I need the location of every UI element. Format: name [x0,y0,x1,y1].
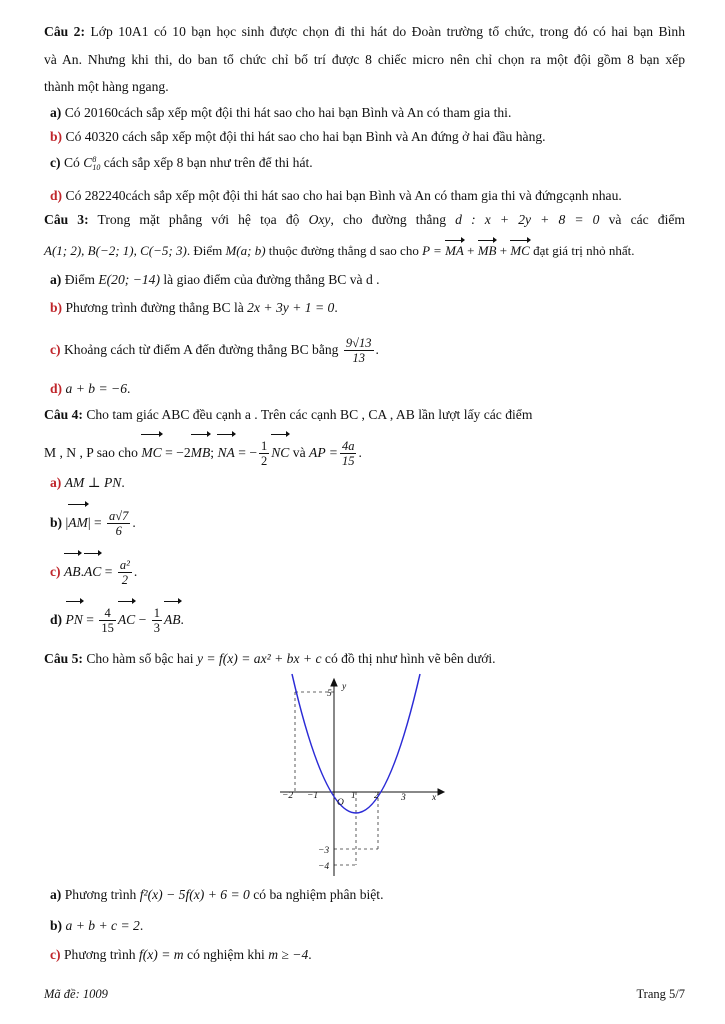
tick-x-neg2: −2 [282,791,294,801]
q4-frac-ap: $\frac{4a}{15}$ [341,439,355,469]
vec-mc: MC [141,436,161,470]
q3-c-label: c) [50,342,61,357]
q4-option-b: b) |AM| = $\frac{a√7}{6}$ . [50,506,685,540]
q3-points: A(1; 2), B(−2; 1), C(−5; 3) [44,243,187,258]
q3-text-a: Trong mặt phẳng với hệ tọa độ [97,212,300,227]
q3-d-label: d) [50,381,63,396]
q3-text-b: , cho đường thẳng [330,212,447,227]
q2-b-label: b) [50,129,63,144]
q4-a-label: a) [50,475,62,490]
q4-a-math: AM ⊥ PN [64,475,122,490]
q2-text-1: Lớp 10A1 có 10 bạn học sinh được chọn đi thi hát do Đoàn trường tổ chức, trong đó có hai bạn Bình [90,24,685,39]
q2-text-2: và An. Nhưng khi thi, do ban tổ chức chỉ bố trí được 8 chiếc micro nên chỉ chọn ra một đội gồm 8 bạn xếp [44,52,685,67]
q5-b-label: b) [50,918,63,933]
q5-option-c: c) Phương trình f(x) = m có nghiệm khi m ≥ −4. [50,947,312,962]
q2-d-text: Có 282240cách sắp xếp một đội thi hát sao cho hai bạn Bình và An có tham gia thi và đứngcạnh nhau. [65,188,622,203]
q2-option-d [50,187,685,205]
q5-c-cond: m ≥ −4 [268,947,309,962]
q4-frac-half: $\frac{1}{2}$ [260,439,268,469]
q2-line-2 [44,51,685,69]
q4-b-fraction: $\frac{a√7}{6}$ [109,509,129,539]
q2-b-text: Có 40320 cách sắp xếp một đội thi hát sao cho hai bạn Bình và An đứng ở hai đầu hàng. [65,129,546,144]
q3-text-d: . Điểm [186,243,223,258]
q3-text-e: thuộc đường thẳng d sao cho [268,243,419,258]
q2-a-text: Có 20160cách sắp xếp một đội thi hát sao cho hai bạn Bình và An có tham gia thi. [64,105,512,120]
tick-x-neg1: −1 [307,791,319,801]
q4-option-a: a) AM ⊥ PN. [50,475,125,490]
q3-option-d: d) a + b = −6. [50,381,131,396]
q3-option-c: c) Khoảng cách từ điểm A đến đường thẳng BC bằng $\frac{9√13}{13}$ . [50,336,379,366]
q3-option-b: b) Phương trình đường thẳng BC là 2x + 3y + 1 = 0. [50,300,338,315]
q4-line-1 [44,406,685,424]
vec-nc: NC [271,436,289,470]
q4-option-c: c) AB.AC = $\frac{\text{a²}}{2}$ . [50,555,685,589]
q3-option-a [50,271,685,289]
x-axis-label: x [432,793,437,803]
q3-c-fraction: $\frac{9√13}{13}$ [345,336,372,366]
q3-a-math: E(20; −14) [98,272,160,287]
vec-mb: MB [477,243,497,258]
q5-a-text: có ba nghiệm phân biệt. [253,887,384,902]
q3-a-pre: Điểm [64,272,95,287]
q4-b-label: b) [50,515,63,530]
q5-a-math: f²(x) − 5f(x) + 6 = 0 [139,887,250,902]
q3-line-2: A(1; 2), B(−2; 1), C(−5; 3). Điểm M(a; b) thuộc đường thẳng d sao cho P = MA + MB + MC đạt giá trị nhỏ nhất. [44,243,635,258]
q2-c-text: cách sắp xếp 8 bạn như trên để thi hát. [103,155,313,170]
q3-b-label: b) [50,300,63,315]
page-number: Trang 5/7 [636,987,685,1001]
q3-a-text: là giao điểm của đường thẳng BC và d . [163,272,380,287]
q4-text-2: M , N , P sao cho [44,445,138,460]
vec-mb: MB [191,436,211,470]
q3-c-pre: Khoảng cách từ điểm A đến đường thẳng BC bằng [63,342,339,357]
q2-c-pre: Có [63,155,80,170]
q3-text-f: đạt giá trị nhỏ nhất. [533,243,635,258]
vec-pn: PN [66,603,83,637]
vec-ab: AB [164,603,181,637]
y-axis-label: y [342,682,347,692]
q5-option-a [50,886,685,904]
q2-option-b [50,128,685,146]
q3-a-label: a) [50,272,62,287]
q3-label: Câu 3: [44,212,89,227]
q2-c-label: c) [50,155,61,170]
q3-point-m: M(a; b) [225,243,266,258]
parabola-graph [270,672,450,877]
tick-y-neg3: −3 [318,846,330,856]
q5-text-b: có đồ thị như hình vẽ bên dưới. [324,651,496,666]
q5-c-pre: Phương trình [63,947,136,962]
q2-a-label: a) [50,105,62,120]
q5-c-math: f(x) = m [138,947,184,962]
q4-text-1: Cho tam giác ABC đều cạnh a . Trên các cạnh BC , CA , AB lần lượt lấy các điểm [86,407,533,422]
q2-option-c [50,154,685,172]
q5-c-text: có nghiệm khi [187,947,265,962]
q4-d-frac-1: $\frac{4}{15}$ [101,606,114,636]
q2-d-label: d) [50,188,63,203]
tick-x-3: 3 [401,793,406,803]
vec-mc: MC [510,243,530,258]
x-axis-arrow [438,789,444,795]
y-axis-arrow [331,679,337,686]
q4-c-label: c) [50,564,61,579]
q5-function: y = f(x) = ax² + bx + c [196,651,322,666]
vec-ab: AB [64,555,81,589]
q4-d-label: d) [50,612,63,627]
q4-option-d: d) PN = $\frac{4}{15}$ AC − $\frac{1}{3}$ AB. [50,603,685,637]
exam-code: Mã đề: 1009 [44,987,108,1001]
q2-text-3: thành một hàng ngang. [44,79,169,94]
tick-x-1: 1 [351,791,356,801]
q4-c-fraction: $\frac{\text{a²}}{2}$ [119,558,130,588]
tick-x-2: 2 [374,791,379,801]
q2-label: Câu 2: [44,24,85,39]
q4-label: Câu 4: [44,407,83,422]
q5-line-1 [44,650,685,668]
q5-option-b: b) a + b + c = 2. [50,918,144,933]
q2-c-combination: C 8 10 [83,154,101,172]
q3-b-pre: Phương trình đường thẳng BC là [65,300,244,315]
vec-ac: AC [118,603,135,637]
tick-origin: O [337,798,344,808]
q3-b-math: 2x + 3y + 1 = 0 [247,300,335,315]
q3-p-eq: P = [422,243,442,258]
q4-d-frac-2: $\frac{1}{3}$ [153,606,160,636]
q5-label: Câu 5: [44,651,83,666]
q5-c-label: c) [50,947,61,962]
q3-line-1 [44,211,685,229]
q5-b-math: a + b + c = 2 [65,918,140,933]
vec-am: AM [68,506,88,540]
vec-ma: MA [445,243,464,258]
q5-a-label: a) [50,887,62,902]
q2-option-a [50,104,685,122]
tick-y-5: 5 [327,689,332,699]
q3-d-math: a + b = −6 [65,381,128,396]
tick-y-neg4: −4 [318,862,330,872]
q3-line-eq: d : x + 2y + 8 = 0 [455,212,600,227]
q3-text-c: và các điểm [608,212,685,227]
vec-ac: AC [84,555,101,589]
vec-na: NA [217,436,234,470]
q4-line-2: M , N , P sao cho MC = −2MB; NA = − $\frac{1}{2}$ NC và AP = $\frac{4a}{15}$ . [44,436,685,470]
q3-oxy: Oxy [308,212,331,227]
q5-text-a: Cho hàm số bậc hai [86,651,194,666]
q5-a-pre: Phương trình [64,887,137,902]
q2-line-1 [44,23,685,41]
q2-line-3 [44,78,685,96]
